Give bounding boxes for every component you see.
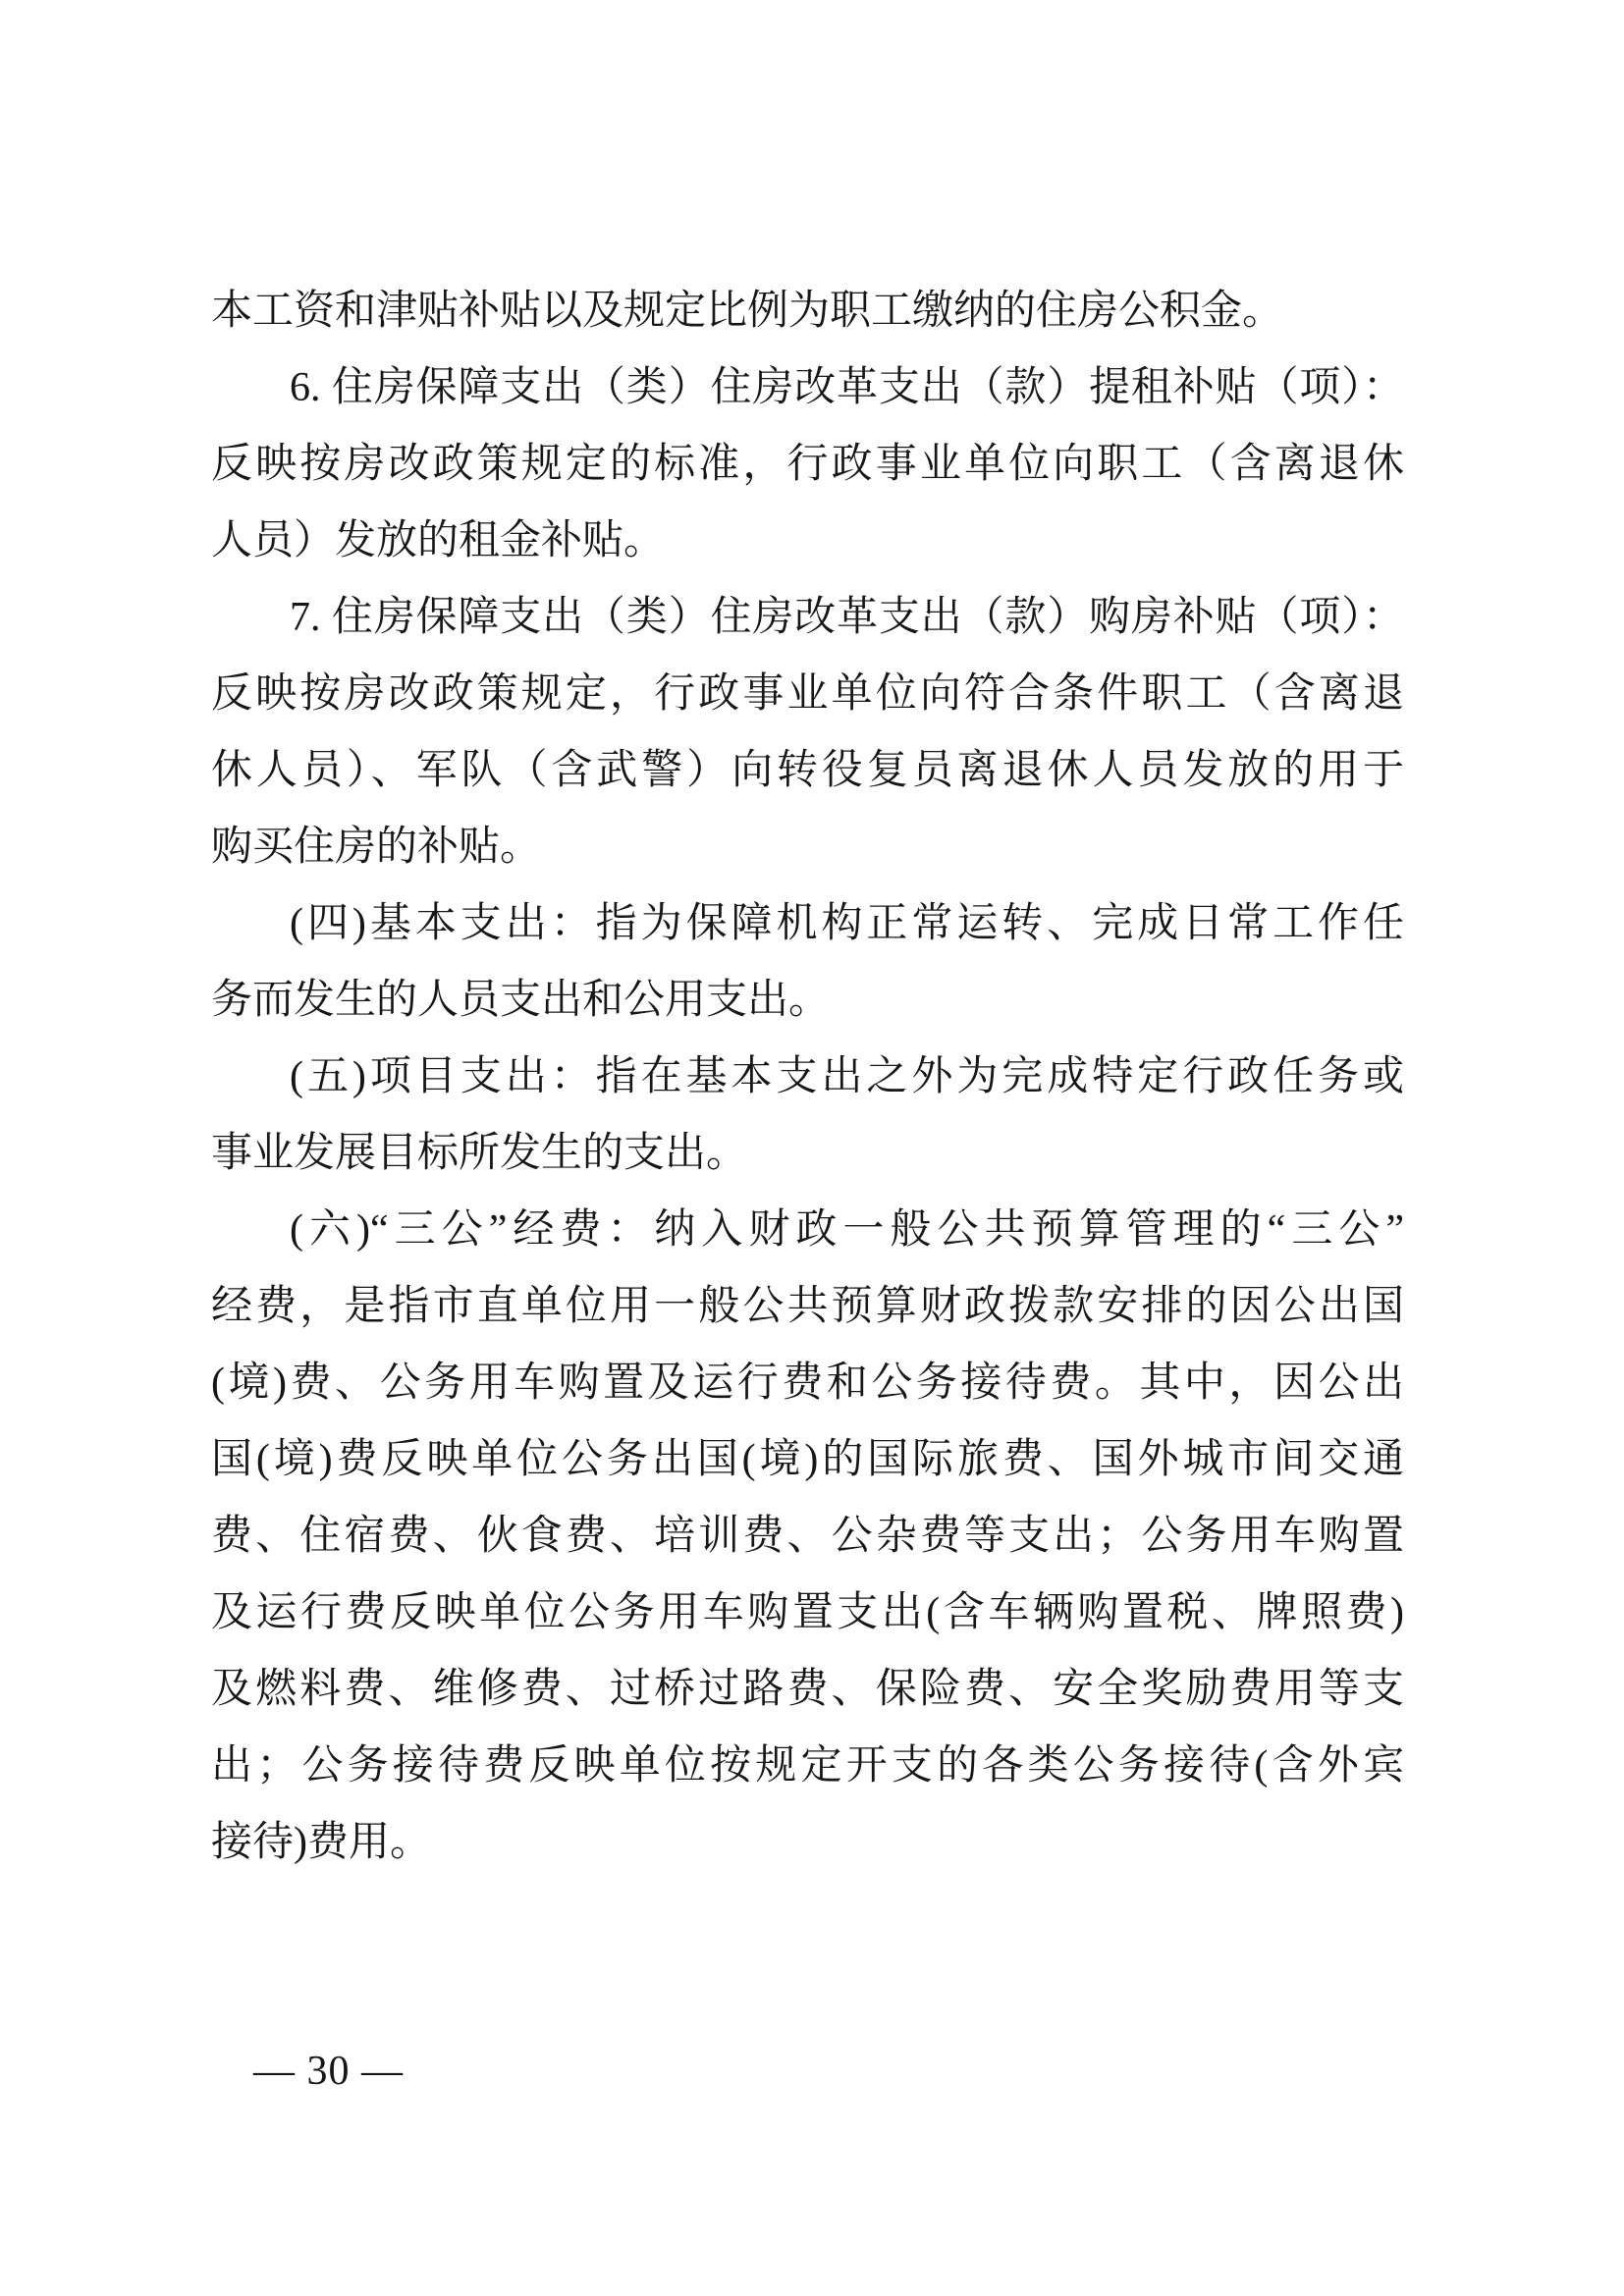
text-line: 费、住宿费、伙食费、培训费、公杂费等支出；公务用车购置 bbox=[211, 1514, 1404, 1559]
page-number: — 30 — bbox=[253, 2049, 404, 2094]
text-line: 人员）发放的租金补贴。 bbox=[211, 518, 666, 563]
text-line: 事业发展目标所发生的支出。 bbox=[211, 1131, 748, 1176]
text-line: 务而发生的人员支出和公用支出。 bbox=[211, 978, 831, 1023]
text-line: (境)费、公务用车购置及运行费和公务接待费。其中，因公出 bbox=[211, 1361, 1404, 1406]
text-line: 反映按房改政策规定，行政事业单位向符合条件职工（含离退 bbox=[211, 671, 1404, 717]
text-line: 及燃料费、维修费、过桥过路费、保险费、安全奖励费用等支 bbox=[211, 1667, 1404, 1712]
body-text bbox=[211, 273, 1404, 1881]
text-line: (五)项目支出：指在基本支出之外为完成特定行政任务或 bbox=[290, 1054, 1404, 1099]
text-line: 经费，是指市直单位用一般公共预算财政拨款安排的因公出国 bbox=[211, 1284, 1404, 1329]
text-line: 反映按房改政策规定的标准，行政事业单位向职工（含离退休 bbox=[211, 442, 1404, 487]
text-line: 国(境)费反映单位公务出国(境)的国际旅费、国外城市间交通 bbox=[211, 1437, 1404, 1482]
text-line: 本工资和津贴补贴以及规定比例为职工缴纳的住房公积金。 bbox=[211, 289, 1284, 334]
text-line: 接待)费用。 bbox=[211, 1820, 431, 1865]
text-line: (六)“三公”经费：纳入财政一般公共预算管理的“三公” bbox=[290, 1207, 1404, 1253]
text-line: 7. 住房保障支出（类）住房改革支出（款）购房补贴（项）： bbox=[290, 595, 1404, 640]
text-line: (四)基本支出：指为保障机构正常运转、完成日常工作任 bbox=[290, 901, 1404, 946]
text-line: 6. 住房保障支出（类）住房改革支出（款）提租补贴（项）： bbox=[290, 365, 1404, 410]
text-line: 购买住房的补贴。 bbox=[211, 825, 542, 870]
text-line: 出；公务接待费反映单位按规定开支的各类公务接待(含外宾 bbox=[211, 1743, 1404, 1789]
text-line: 休人员）、军队（含武警）向转役复员离退休人员发放的用于 bbox=[211, 748, 1404, 793]
text-line: 及运行费反映单位公务用车购置支出(含车辆购置税、牌照费) bbox=[211, 1590, 1404, 1635]
